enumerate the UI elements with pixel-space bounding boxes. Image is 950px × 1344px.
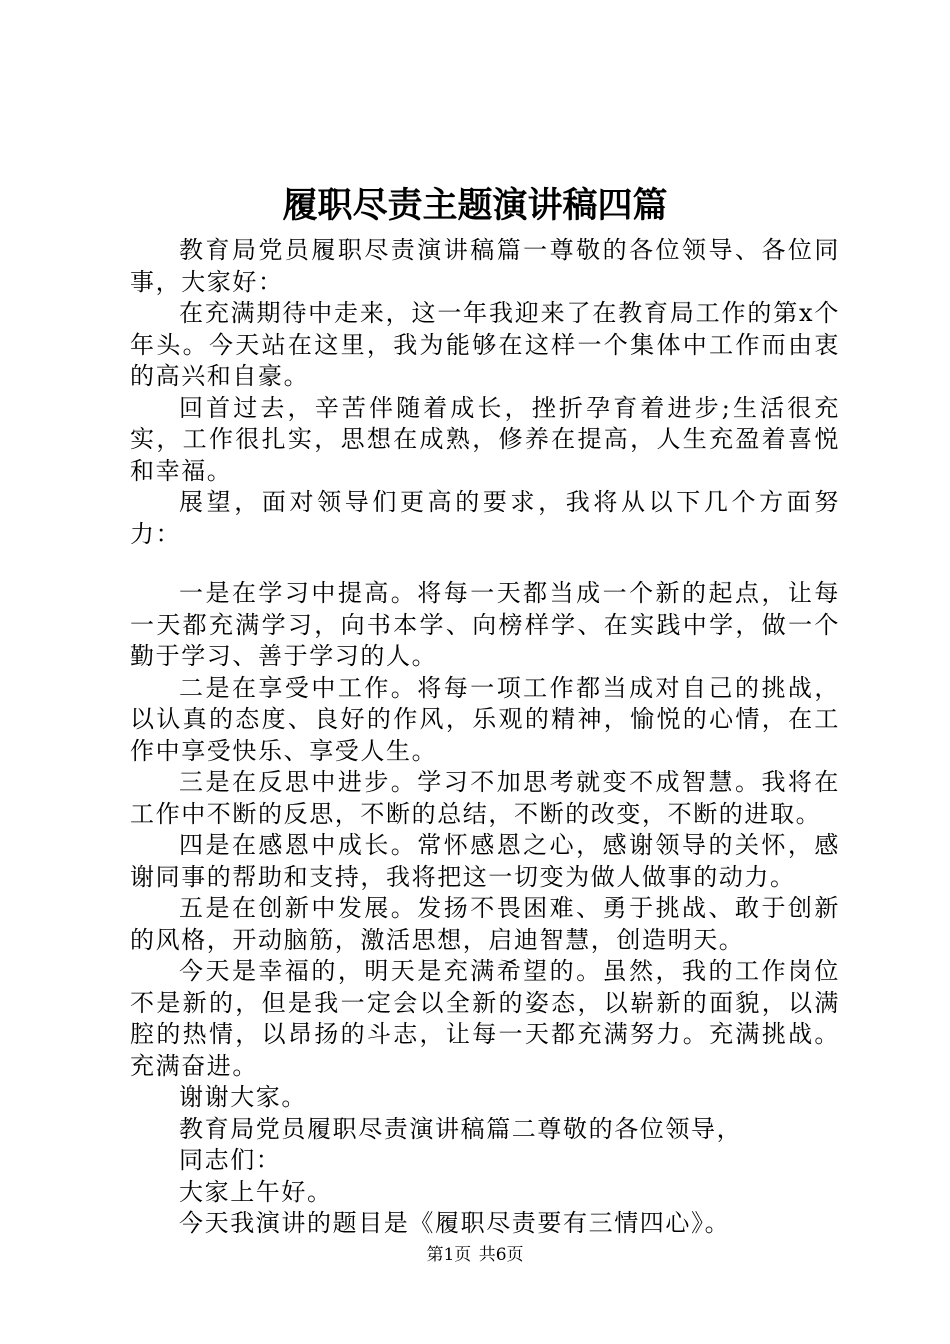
paragraph: 四是在感恩中成长。常怀感恩之心，感谢领导的关怀，感谢同事的帮助和支持，我将把这一切变为做人做事的动力。 bbox=[130, 831, 840, 891]
paragraph: 教育局党员履职尽责演讲稿篇一尊敬的各位领导、各位同事，大家好： bbox=[130, 236, 840, 296]
text-line: 今天我演讲的题目是《履职尽责要有三情四心》。 bbox=[179, 1209, 731, 1237]
paragraph: 一是在学习中提高。将每一天都当成一个新的起点，让每一天都充满学习，向书本学、向榜样学、在实践中学，做一个勤于学习、善于学习的人。 bbox=[130, 579, 840, 670]
text-line: 同志们： bbox=[179, 1146, 282, 1174]
text-line: 谢谢大家。 bbox=[179, 1083, 307, 1111]
paragraph: 今天是幸福的，明天是充满希望的。虽然，我的工作岗位不是新的，但是我一定会以全新的姿态，以崭新的面貌，以满腔的热情，以昂扬的斗志，让每一天都充满努力。充满挑战。充满奋进。 bbox=[130, 957, 840, 1080]
document-body bbox=[130, 235, 840, 1240]
paragraph: 在充满期待中走来，这一年我迎来了在教育局工作的第x个年头。今天站在这里，我为能够在这样一个集体中工作而由衷的高兴和自豪。 bbox=[130, 299, 840, 390]
page-number: 第1页 bbox=[426, 1245, 472, 1265]
text-line: 大家上午好。 bbox=[179, 1177, 333, 1206]
page-total: 共6页 bbox=[478, 1245, 524, 1265]
paragraph: 二是在享受中工作。将每一项工作都当成对自己的挑战，以认真的态度、良好的作风，乐观的精神，愉悦的心情，在工作中享受快乐、享受人生。 bbox=[130, 673, 840, 765]
page-footer bbox=[0, 1243, 950, 1267]
paragraph: 回首过去，辛苦伴随着成长，挫折孕育着进步;生活很充实，工作很扎实，思想在成熟，修养在提高，人生充盈着喜悦和幸福。 bbox=[130, 393, 840, 485]
document-title: 履职尽责主题演讲稿四篇 bbox=[282, 185, 668, 226]
paragraph: 五是在创新中发展。发扬不畏困难、勇于挑战、敢于创新的风格，开动脑筋，激活思想，启迪智慧，创造明天。 bbox=[130, 894, 840, 954]
paragraph: 展望，面对领导们更高的要求，我将从以下几个方面努力： bbox=[130, 488, 840, 548]
paragraph: 三是在反思中进步。学习不加思考就变不成智慧。我将在工作中不断的反思，不断的总结，不断的改变，不断的进取。 bbox=[130, 768, 840, 828]
text-line: 教育局党员履职尽责演讲稿篇二尊敬的各位领导， bbox=[179, 1114, 743, 1143]
